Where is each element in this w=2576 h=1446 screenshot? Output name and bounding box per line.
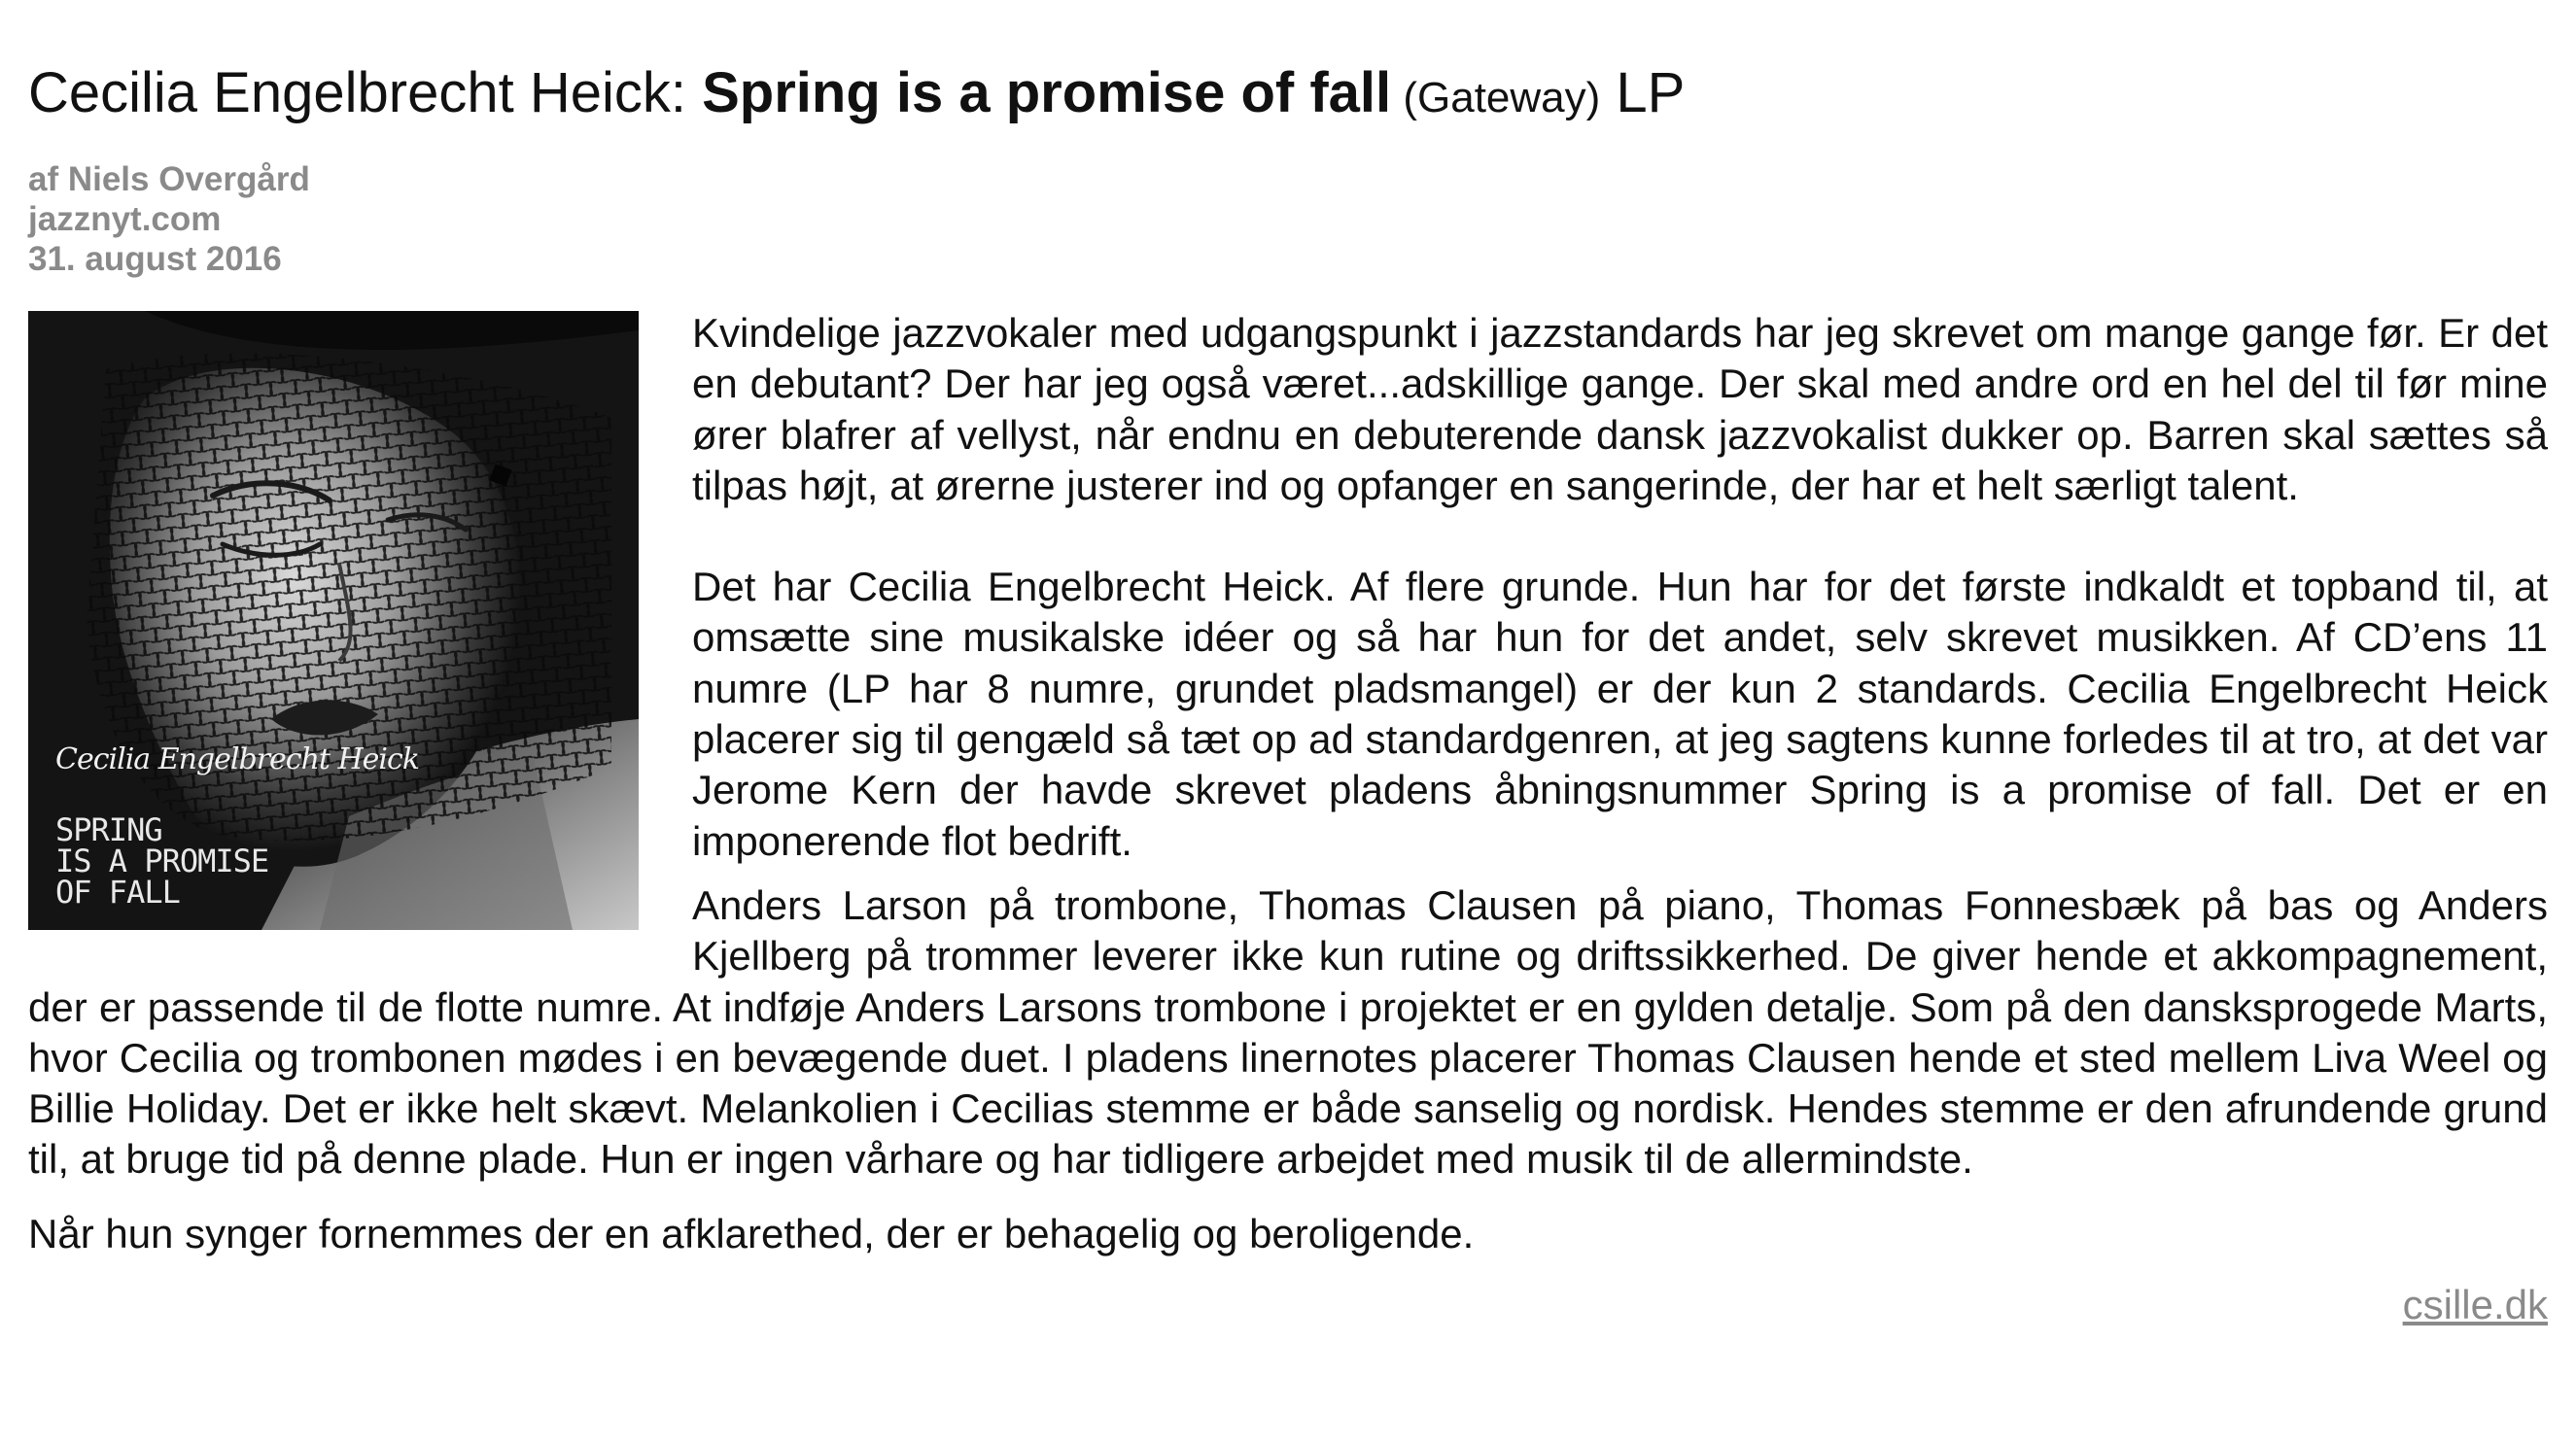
byline-author: af Niels Overgård xyxy=(28,160,310,198)
album-cover-image xyxy=(28,311,639,930)
cover-caption xyxy=(55,740,419,911)
cover-album-line: OF FALL xyxy=(55,874,180,911)
title-format: LP xyxy=(1600,61,1686,124)
page-title xyxy=(28,54,1685,137)
title-album: Spring is a promise of fall xyxy=(702,61,1392,124)
cover-album-title xyxy=(55,811,419,911)
article-paragraph: Kvindelige jazzvokaler med udgangspunkt i jazzstandards har jeg skrevet om mange gange før. Er det en debutant? Der har jeg også været...adskillige gange. Der skal med andre ord en hel del til før mine ører blafrer af vellyst, når endnu en debuterende dansk jazzvokalist dukker op. Barren skal sættes så tilpas højt, at ørerne justerer ind og opfanger en sangerinde, der har et helt særligt talent. xyxy=(692,310,2548,508)
cover-album-line: SPRING xyxy=(55,811,162,848)
title-label: (Gateway) xyxy=(1391,74,1601,121)
title-artist: Cecilia Engelbrecht Heick: xyxy=(28,61,703,124)
source-link[interactable]: csille.dk xyxy=(2402,1282,2548,1327)
cover-album-line: IS A PROMISE xyxy=(55,843,269,879)
byline-date: 31. august 2016 xyxy=(28,240,282,278)
article-paragraph: Det har Cecilia Engelbrecht Heick. Af flere grunde. Hun har for det første indkaldt et topband til, at omsætte sine musikalske idéer og så har hun for det andet, selv skrevet musikken. Af CD’ens 11 numre (LP har 8 numre, grundet pladsmangel) er der kun 2 standards. Cecilia Engelbrecht Heick placerer sig til gengæld så tæt op ad standardgenren, at jeg sagtens kunne forledes til at tro, at det var Jerome Kern der havde skrevet pladens åbningsnummer Spring is a promise of fall. Det er en imponerende flot bedrift. xyxy=(692,564,2548,864)
cover-artist-signature: Cecilia Engelbrecht Heick xyxy=(55,742,419,776)
byline-site: jazznyt.com xyxy=(28,200,222,238)
article-paragraph: Når hun synger fornemmes der en afklarethed, der er behagelig og beroligende. xyxy=(28,1210,1475,1257)
article-paragraph: Anders Larson på trombone, Thomas Clausen på piano, Thomas Fonnesbæk på bas og Anders Kjellberg på trommer leverer ikke kun rutine og driftssikkerhed. De giver hende et akkompagnement, der er passende til de flotte numre. At indføje Anders Larsons trombone i projektet er en gylden detalje. Som på den dansksprogede Marts, hvor Cecilia og trombonen mødes i en bevægende duet. I pladens linernotes placerer Thomas Clausen hende et sted mellem Liva Weel og Billie Holiday. Det er ikke helt skævt. Melankolien i Cecilias stemme er både sanselig og nordisk. Hendes stemme er den afrundende grund til, at bruge tid på denne plade. Hun er ingen vårhare og har tidligere arbejdet med musik til de allermindste. xyxy=(28,881,2548,1183)
article-body xyxy=(28,308,2548,1259)
byline xyxy=(28,159,310,279)
